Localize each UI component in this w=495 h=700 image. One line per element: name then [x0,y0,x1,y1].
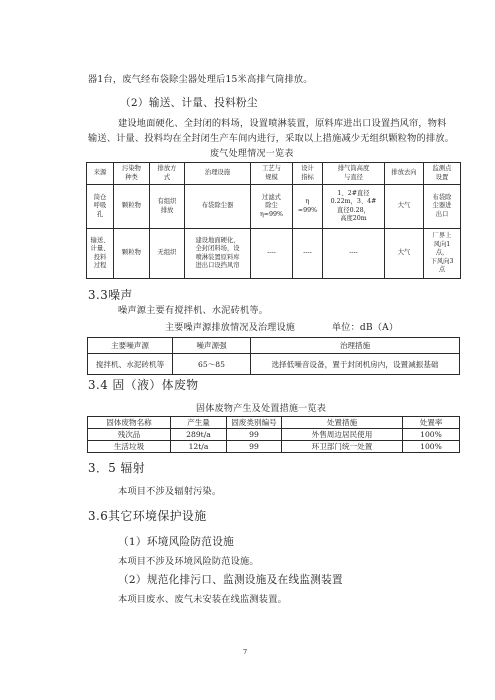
table1-header-cell: 治理设施 [185,163,251,185]
table1-cell: 颗粒物 [114,229,150,279]
table1-cell: 布袋除尘器 [185,185,251,229]
table1-cell: 建设地面硬化， 全封闭料场，设 喷淋装置原料库 进出口设挡风帘 [185,229,251,279]
paragraph-3-5: 本项目不涉及辐射污染。 [118,486,222,497]
table2-unit: 单位：dB（A） [332,323,399,333]
table2-caption: 主要噪声源排放情况及治理设施 [165,323,296,333]
table3-cell: 289t/a [171,429,227,441]
table3-cell: 100% [403,429,460,441]
paragraph-3-6-2: 本项目废水、废气未安装在线监测装置。 [118,594,287,605]
table-noise [87,337,460,375]
section-3-6-2-heading: （2）规范化排污口、监测设施及在线监测装置 [118,574,343,586]
section-3-5-heading: 3．5 辐射 [88,461,146,475]
table3-header-cell: 固体废物名称 [88,417,171,429]
table-row [88,441,460,453]
table1-cell: ---- [293,229,323,279]
table1-cell: 输送、 计量、 投料 过程 [87,229,114,279]
table3-cell: 12t/a [171,441,227,453]
table1-cell: 颗粒物 [114,185,150,229]
page-number: 7 [243,648,248,656]
paragraph-3-6-1: 本项目不涉及环境风险防范设施。 [118,556,259,567]
table1-cell: 过滤式 除尘 η≈99% [251,185,293,229]
table3-cell: 99 [227,429,282,441]
table1-header-cell: 排放去向 [385,163,424,185]
table2-cell: 65～85 [173,354,251,375]
table2-header-row [88,338,460,354]
section-3-6-1-heading: （1）环境风险防范设施 [118,536,234,548]
table2-cell: 搅拌机、水泥砖机等 [88,354,173,375]
table2-header-cell: 主要噪声源 [88,338,173,354]
paragraph-2b: 输送、计量、投料均在全封闭生产车间内进行，采取以上措施减少无组织颗粒物的排放。 [88,133,455,144]
table1-header-cell: 污染物 种类 [114,163,150,185]
table1-cell: 大气 [385,229,424,279]
section-3-3-heading: 3.3噪声 [88,288,133,302]
table-row [87,185,461,229]
table1-header-row [87,163,461,185]
paragraph-2a: 建设地面硬化、全封闭的料场，设置喷淋装置，原料库进出口设置挡风帘，物料 [118,118,447,129]
table3-cell: 外售周边居民使用 [282,429,403,441]
table1-cell: η ≈99% [293,185,323,229]
table3-cell: 生活垃圾 [88,441,171,453]
table2-header-cell: 治理措施 [251,338,460,354]
section-3-4-heading: 3.4 固（液）体废物 [88,378,199,392]
table1-header-cell: 监测点 设置 [424,163,461,185]
table3-header-cell: 处置率 [403,417,460,429]
paragraph-3-3: 噪声源主要有搅拌机、水泥砖机等。 [118,305,269,316]
table-row [88,429,460,441]
table1-header-cell: 设计 指标 [293,163,323,185]
table1-cell: ---- [251,229,293,279]
table3-header-cell: 处置措施 [282,417,403,429]
table1-cell: 筒仓 呼吸 孔 [87,185,114,229]
table2-header-cell: 噪声源强 [173,338,251,354]
table3-cell: 99 [227,441,282,453]
table1-header-cell: 来源 [87,163,114,185]
table1-header-cell: 排放方 式 [150,163,185,185]
section-2-heading: （2）输送、计量、投料粉尘 [120,97,258,109]
table-solid-waste [87,416,460,453]
table3-header-cell: 固废类别编号 [227,417,282,429]
paragraph-top: 器1台，废气经布袋除尘器处理后15米高排气筒排放。 [88,74,313,85]
table1-caption: 废气处理情况一览表 [210,149,294,159]
table-exhaust-gas [86,162,461,279]
table1-cell: 大气 [385,185,424,229]
table1-cell: 厂界上 风向1 点， 下风向3 点 [424,229,461,279]
table1-cell: 无组织 [150,229,185,279]
table3-header-row [88,417,460,429]
table2-cell: 选择低噪音设备，置于封闭机房内，设置减振基础 [251,354,460,375]
table-row [88,354,460,375]
table-row [87,229,461,279]
table1-cell: 有组织 排放 [150,185,185,229]
table1-header-cell: 工艺与 规模 [251,163,293,185]
table1-cell: 布袋除 尘器进 出口 [424,185,461,229]
table1-cell: 1、2#直径 0.22m，3、4# 直径0.28， 高度20m [323,185,385,229]
table1-header-cell: 排气筒高度 与直径 [323,163,385,185]
table3-caption: 固体废物产生及处置措施一览表 [196,404,327,414]
section-3-6-heading: 3.6其它环境保护设施 [88,509,207,523]
table1-cell: ---- [323,229,385,279]
table3-cell: 残次品 [88,429,171,441]
table3-header-cell: 产生量 [171,417,227,429]
table3-cell: 环卫部门统一处置 [282,441,403,453]
table3-cell: 100% [403,441,460,453]
